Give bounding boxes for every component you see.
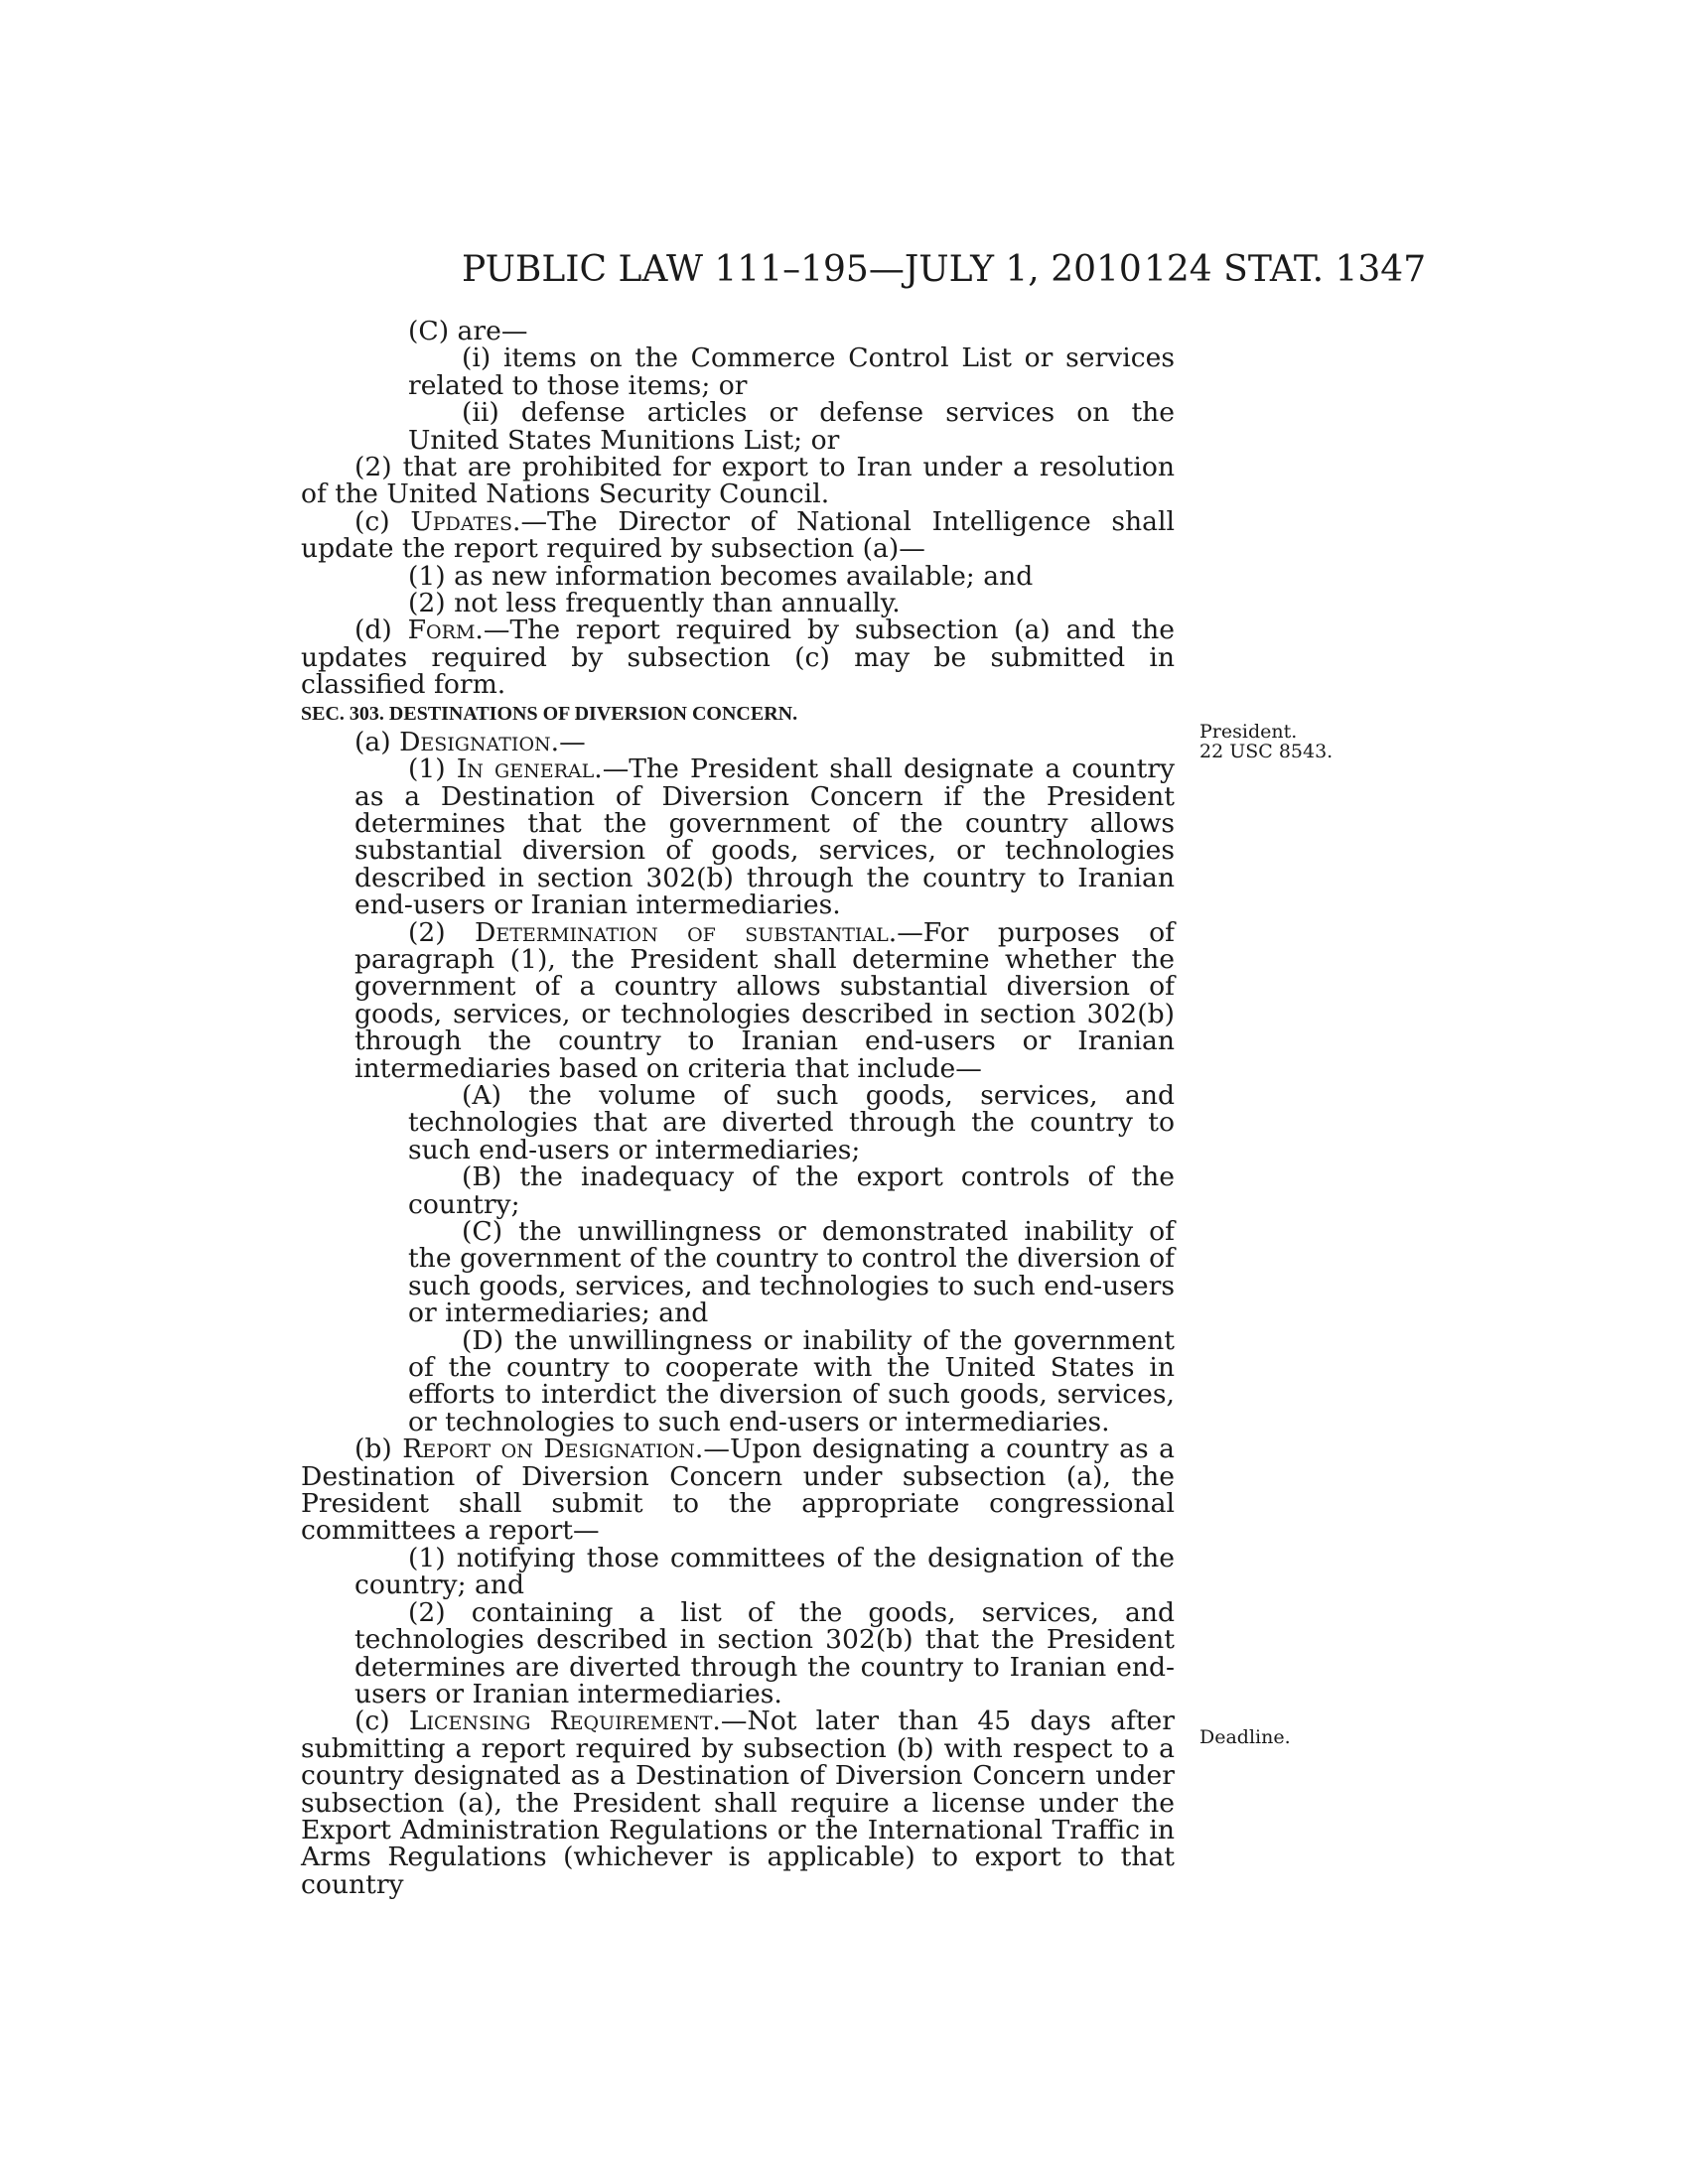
criteria-A: (A) the volume of such goods, services, and technologies that are diverted through the country to such end-users or intermediaries;	[408, 1079, 1175, 1165]
a2-prefix: (2)	[408, 916, 476, 948]
margin-note-president	[1199, 722, 1333, 761]
a2-text: .—For purposes of paragraph (1), the President shall determine whether the government of a country allows substantial diversion of goods, services, or technologies described in section 302(b) through the country to Iranian end-users or Iranian intermediaries based on criteria that include—	[354, 916, 1176, 1084]
form-heading: Form	[407, 614, 476, 646]
margin-note-deadline: Deadline.	[1199, 1726, 1291, 1748]
clause-c-are: (C) are—	[408, 316, 528, 346]
criteria-C: (C) the unwillingness or demonstrated inability of the government of the country to control the diversion of such goods, services, and technologies to such end-users or intermediaries; and	[408, 1216, 1175, 1329]
form-prefix: (d)	[354, 614, 408, 646]
report-item-2: (2) containing a list of the goods, services, and technologies described in section 302(b) that the President determines are diverted through the country to Iranian end-users or Iranian intermediaries.	[354, 1596, 1175, 1709]
clause-c-ii: (ii) defense articles or defense services on the United States Munitions List; or	[408, 397, 1175, 456]
a-prefix: (a)	[354, 726, 400, 757]
c-heading: Licensing Requirement	[408, 1706, 713, 1737]
updates-text: .—The Director of National Intelligence shall update the report required by subsection (a)—	[301, 505, 1175, 565]
subsection-d-form	[301, 614, 1175, 701]
c-prefix: (c)	[354, 1706, 409, 1737]
subsection-c-updates	[301, 505, 1175, 565]
form-text: .—The report required by subsection (a) and the updates required by subsection (c) may be submitted in classified form.	[301, 614, 1175, 701]
clause-c-i: (i) items on the Commerce Control List or services related to those items; or	[408, 342, 1175, 401]
statute-body	[301, 318, 1175, 1898]
b-prefix: (b)	[354, 1433, 403, 1465]
page-number-stat: 124 STAT. 1347	[1144, 249, 1427, 290]
margin-note-usc-citation: 22 USC 8543.	[1199, 741, 1334, 762]
a-suffix: .—	[550, 726, 586, 757]
section-heading: SEC. 303. DESTINATIONS OF DIVERSION CONCERN.	[301, 702, 798, 725]
c-text: .—Not later than 45 days after submitting a report required by subsection (b) with respect to a country designated as a Destination of Diversion Concern under subsection (a), the President shall require a license under the Export Administration Regulations or the International Traffic in Arms Regulations (whichever is applicable) to export to that country	[301, 1706, 1175, 1900]
report-item-1: (1) notifying those committees of the designation of the country; and	[354, 1542, 1175, 1601]
criteria-D: (D) the unwillingness or inability of the government of the country to cooperate with the United States in efforts to interdict the diversion of such goods, services, or technologies to such end-users or intermediaries.	[408, 1324, 1175, 1437]
updates-heading: Updates	[410, 505, 512, 537]
a1-heading: In general	[456, 753, 595, 785]
updates-prefix: (c)	[354, 505, 411, 537]
paragraph-a2-determination	[301, 916, 1176, 1084]
updates-item-1: (1) as new information becomes available; and	[408, 560, 1034, 592]
b-heading: Report on Designation	[402, 1433, 695, 1465]
paragraph-2-prohibited: (2) that are prohibited for export to Iran under a resolution of the United Nations Security Council.	[301, 452, 1175, 510]
paragraph-a1-in-general	[301, 753, 1175, 921]
margin-note-president-label: President.	[1199, 721, 1298, 743]
a2-heading: Determination of substantial	[475, 916, 889, 948]
a1-text: .—The President shall designate a country as a Destination of Diversion Concern if the President determines that the government of the country allows substantial diversion of goods, services, or technologies described in section 302(b) through the country to Iranian end-users or Iranian intermediaries.	[354, 753, 1175, 921]
updates-item-2: (2) not less frequently than annually.	[408, 588, 901, 619]
running-header-title: PUBLIC LAW 111–195—JULY 1, 2010	[462, 249, 1142, 290]
b-text: .—Upon designating a country as a Destination of Diversion Concern under subsection (a), the President shall submit to the appropriate congressional committees a report—	[301, 1433, 1175, 1547]
a1-prefix: (1)	[408, 753, 457, 785]
subsection-a-designation	[301, 726, 1175, 757]
subsection-b-report	[301, 1435, 1175, 1545]
criteria-B: (B) the inadequacy of the export controls of the country;	[408, 1161, 1175, 1220]
a-heading: Designation	[399, 726, 551, 757]
subsection-c-licensing	[301, 1707, 1175, 1898]
